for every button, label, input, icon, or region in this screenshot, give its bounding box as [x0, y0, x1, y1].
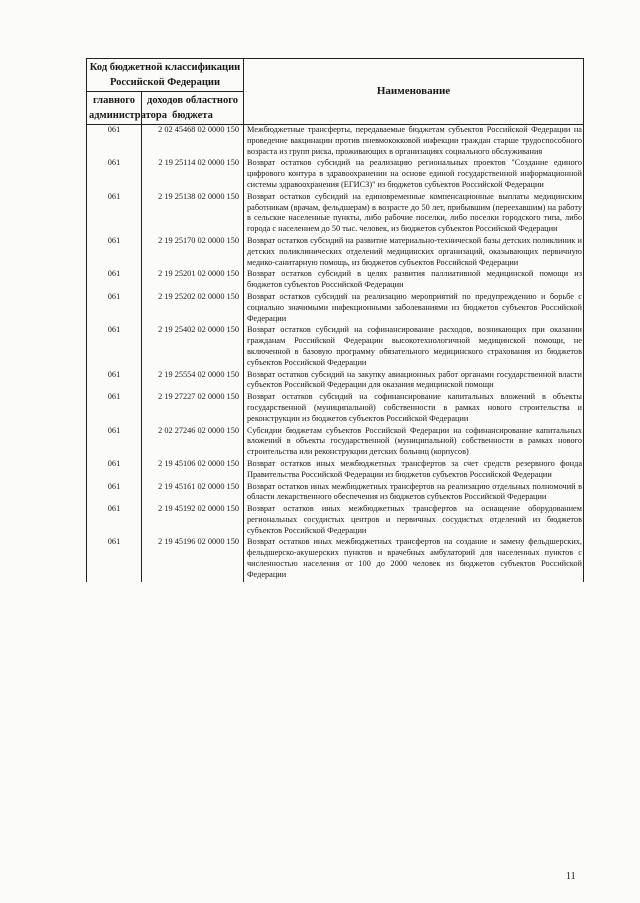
table-row: [87, 236, 584, 269]
table-row: [87, 269, 584, 292]
income-code-cell: 2 19 27227 02 0000 150: [142, 392, 244, 425]
income-code-cell: 2 19 25402 02 0000 150: [142, 325, 244, 369]
admin-code-cell: 061: [87, 537, 142, 581]
header-main-administrator: главного администратора: [87, 92, 142, 125]
description-cell: Возврат остатков субсидий на софинансирование капитальных вложений в объекты государственной (муниципальной) собственности в рамках нового строительства и реконструкции из бюджетов субъектов Российской Федерации: [244, 392, 584, 425]
income-code-cell: 2 19 45192 02 0000 150: [142, 504, 244, 537]
income-code-cell: 2 19 25138 02 0000 150: [142, 192, 244, 236]
description-cell: Возврат остатков субсидий на реализацию мероприятий по предупреждению и борьбе с социально значимыми инфекционными заболеваниями из бюджетов субъектов Российской Федерации: [244, 292, 584, 325]
description-cell: Возврат остатков субсидий на софинансирование расходов, возникающих при оказании гражданам Российской Федерации высокотехнологичной медицинской помощи, не включенной в базовую программу обязательного медицинского страхования из бюджетов субъектов Российской Федерации: [244, 325, 584, 369]
admin-code-cell: 061: [87, 426, 142, 459]
description-cell: Возврат остатков субсидий на закупку авиационных работ органами государственной власти субъектов Российской Федерации для оказания медицинской помощи: [244, 370, 584, 393]
table-row: [87, 292, 584, 325]
income-code-cell: 2 19 25170 02 0000 150: [142, 236, 244, 269]
description-cell: Возврат остатков иных межбюджетных трансфертов на оснащение оборудованием региональных сосудистых центров и первичных сосудистых отделений из бюджетов субъектов Российской Федерации: [244, 504, 584, 537]
table-row: [87, 158, 584, 191]
income-code-cell: 2 19 25114 02 0000 150: [142, 158, 244, 191]
admin-code-cell: 061: [87, 125, 142, 159]
admin-code-cell: 061: [87, 392, 142, 425]
header-budget-classification-code: Код бюджетной классификации Российской Федерации: [87, 59, 244, 92]
admin-code-cell: 061: [87, 325, 142, 369]
page-number: 11: [566, 871, 576, 882]
income-code-cell: 2 19 45196 02 0000 150: [142, 537, 244, 581]
description-cell: Возврат остатков субсидий на единовременные компенсационные выплаты медицинским работникам (врачам, фельдшерам) в возрасте до 50 лет, прибывшим (переехавшим) на работу в сельские населенные пункты, либо рабочие поселки, либо поселки городского типа, либо города с населением до 50 тыс. человек, из бюджетов субъектов Российской Федерации: [244, 192, 584, 236]
table-row: [87, 459, 584, 482]
income-code-cell: 2 02 45468 02 0000 150: [142, 125, 244, 159]
admin-code-cell: 061: [87, 158, 142, 191]
table-row: [87, 426, 584, 459]
table-row: [87, 125, 584, 159]
table-row: [87, 192, 584, 236]
description-cell: Возврат остатков субсидий на реализацию региональных проектов "Создание единого цифрового контура в здравоохранении на основе единой государственной информационной системы здравоохранения (ЕГИСЗ)" из бюджетов субъектов Российской Федерации: [244, 158, 584, 191]
income-code-cell: 2 19 25202 02 0000 150: [142, 292, 244, 325]
income-code-cell: 2 19 45106 02 0000 150: [142, 459, 244, 482]
header-name: Наименование: [244, 59, 584, 125]
income-code-cell: 2 02 27246 02 0000 150: [142, 426, 244, 459]
table-row: [87, 482, 584, 505]
table-row: [87, 504, 584, 537]
admin-code-cell: 061: [87, 370, 142, 393]
description-cell: Межбюджетные трансферты, передаваемые бюджетам субъектов Российской Федерации на проведение вакцинации против пневмококковой инфекции граждан старше трудоспособного возраста из групп риска, проживающих в организациях социального обслуживания: [244, 125, 584, 159]
admin-code-cell: 061: [87, 482, 142, 505]
budget-classification-table: [86, 58, 584, 582]
income-code-cell: 2 19 25554 02 0000 150: [142, 370, 244, 393]
table-row: [87, 325, 584, 369]
header-regional-budget-income: доходов областного бюджета: [142, 92, 244, 125]
income-code-cell: 2 19 25201 02 0000 150: [142, 269, 244, 292]
description-cell: Субсидии бюджетам субъектов Российской Федерации на софинансирование капитальных вложений в объекты государственной (муниципальной) собственности в рамках нового строительства или реконструкции детских больниц (корпусов): [244, 426, 584, 459]
income-code-cell: 2 19 45161 02 0000 150: [142, 482, 244, 505]
admin-code-cell: 061: [87, 269, 142, 292]
description-cell: Возврат остатков иных межбюджетных трансфертов за счет средств резервного фонда Правительства Российской Федерации из бюджетов субъектов Российской Федерации: [244, 459, 584, 482]
table-row: [87, 392, 584, 425]
table-row: [87, 537, 584, 581]
description-cell: Возврат остатков иных межбюджетных трансфертов на реализацию отдельных полномочий в области лекарственного обеспечения из бюджетов субъектов Российской Федерации: [244, 482, 584, 505]
admin-code-cell: 061: [87, 236, 142, 269]
table-row: [87, 370, 584, 393]
description-cell: Возврат остатков субсидий на развитие материально-технической базы детских поликлиник и детских поликлинических отделений медицинских организаций, оказывающих первичную медико-санитарную помощь, из бюджетов субъектов Российской Федерации: [244, 236, 584, 269]
admin-code-cell: 061: [87, 459, 142, 482]
description-cell: Возврат остатков субсидий в целях развития паллиативной медицинской помощи из бюджетов субъектов Российской Федерации: [244, 269, 584, 292]
description-cell: Возврат остатков иных межбюджетных трансфертов на создание и замену фельдшерских, фельдшерско-акушерских пунктов и врачебных амбулаторий для населенных пунктов с численностью населения от 100 до 2000 человек из бюджетов субъектов Российской Федерации: [244, 537, 584, 581]
admin-code-cell: 061: [87, 504, 142, 537]
admin-code-cell: 061: [87, 192, 142, 236]
admin-code-cell: 061: [87, 292, 142, 325]
